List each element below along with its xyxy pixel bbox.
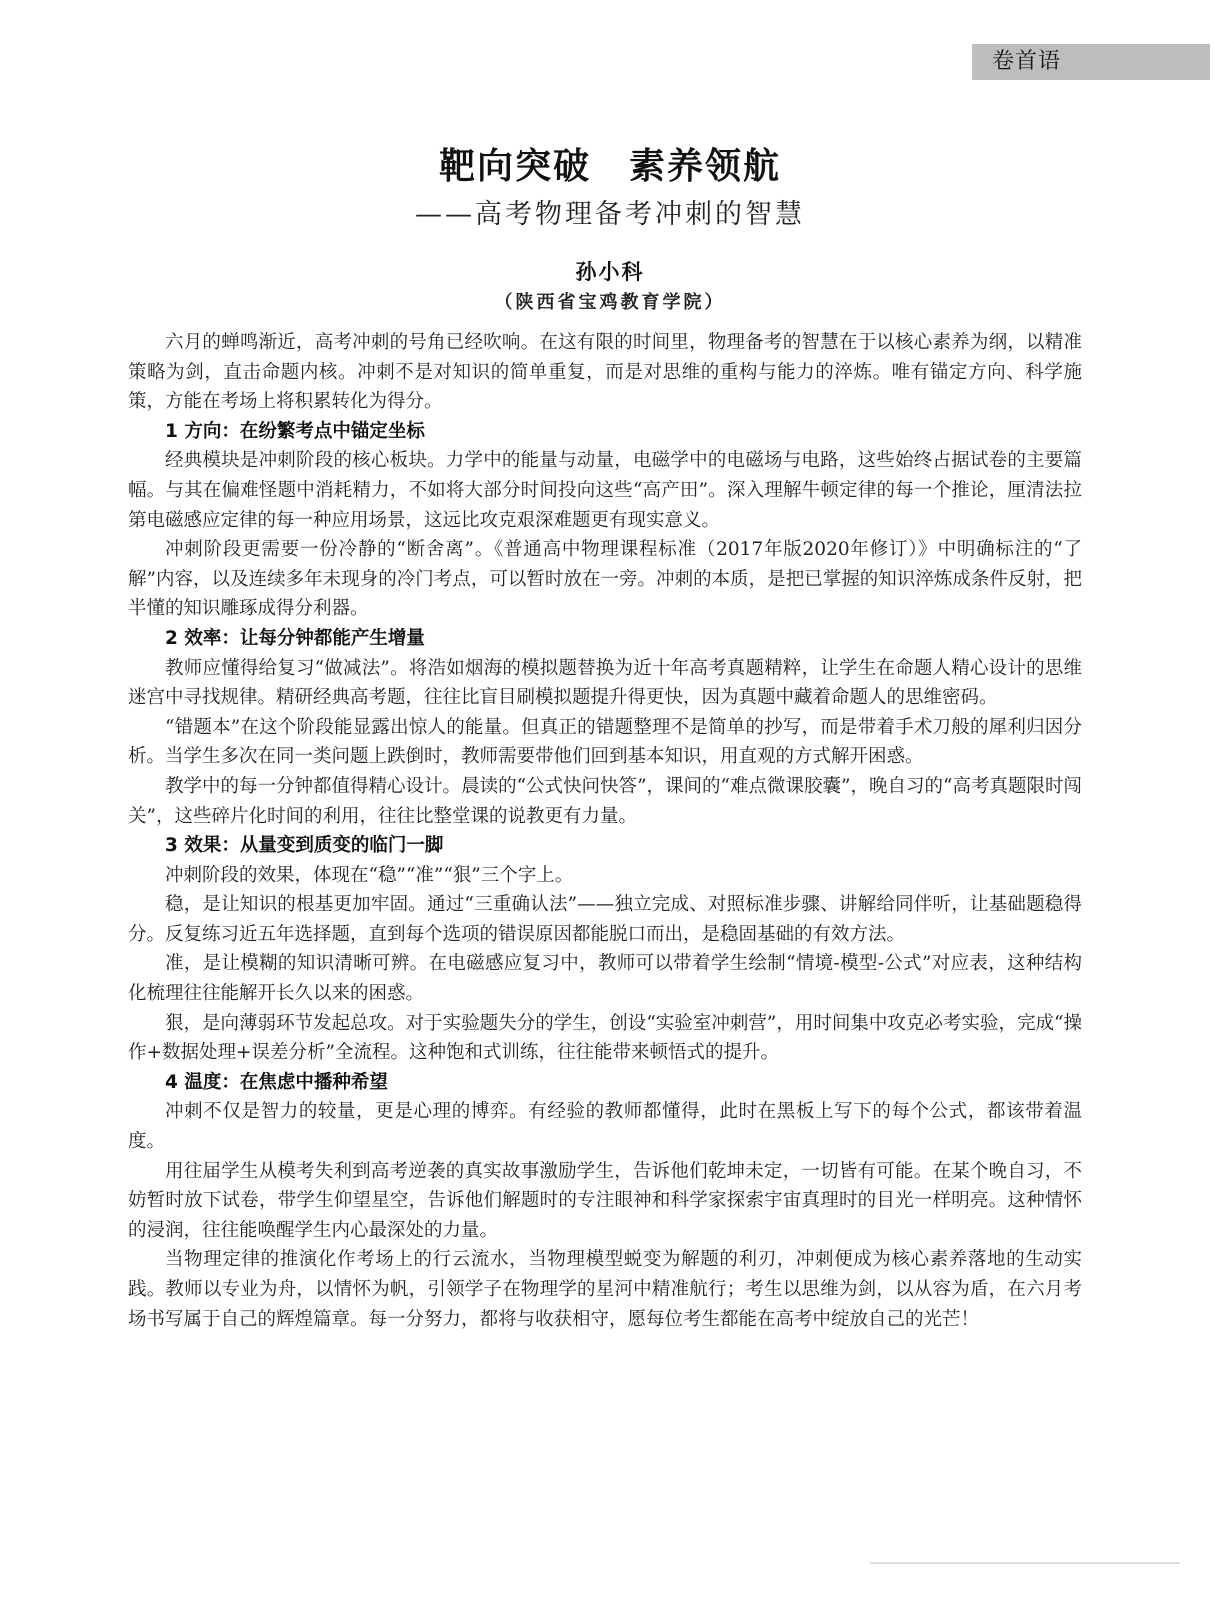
section-heading: 4 温度：在焦虑中播种希望 bbox=[165, 1071, 388, 1093]
footer-divider bbox=[870, 1562, 1180, 1564]
body-paragraph: 经典模块是冲刺阶段的核心板块。力学中的能量与动量，电磁学中的电磁场与电路，这些始终占据试卷的主要篇幅。与其在偏难怪题中消耗精力，不如将大部分时间投向这些“高产田”。深入理解牛顿定律的每一个推论，厘清法拉第电磁感应定律的每一种应用场景，这远比攻克艰深难题更有现实意义。 bbox=[128, 450, 1082, 531]
section-heading: 1 方向：在纷繁考点中锚定坐标 bbox=[165, 420, 425, 442]
body-paragraph: 冲刺阶段更需要一份冷静的“断舍离”。《普通高中物理课程标准（2017年版2020年修订）》中明确标注的“了解”内容，以及连续多年未现身的冷门考点，可以暂时放在一旁。冲刺的本质，是把已掌握的知识淬炼成条件反射，把半懂的知识雕琢成得分利器。 bbox=[128, 539, 1082, 620]
author-name: 孙小科 bbox=[575, 259, 645, 284]
body-paragraph: 当物理定律的推演化作考场上的行云流水，当物理模型蜕变为解题的利刃，冲刺便成为核心素养落地的生动实践。教师以专业为舟，以情怀为帆，引领学子在物理学的星河中精准航行；考生以思维为剑，以从容为盾，在六月考场书写属于自己的辉煌篇章。每一分努力，都将与收获相守，愿每位考生都能在高考中绽放自己的光芒！ bbox=[128, 1249, 1082, 1330]
article-body bbox=[128, 328, 1082, 1334]
body-paragraph: 用往届学生从模考失利到高考逆袭的真实故事激励学生，告诉他们乾坤未定，一切皆有可能。在某个晚自习，不妨暂时放下试卷，带学生仰望星空，告诉他们解题时的专注眼神和科学家探索宇宙真理时的目光一样明亮。这种情怀的浸润，往往能唤醒学生内心最深处的力量。 bbox=[128, 1160, 1082, 1241]
author-affiliation: （陕西省宝鸡教育学院） bbox=[494, 292, 726, 313]
body-paragraph: 教师应懂得给复习“做减法”。将浩如烟海的模拟题替换为近十年高考真题精粹，让学生在命题人精心设计的思维迷宫中寻找规律。精研经典高考题，往往比盲目刷模拟题提升得更快，因为真题中藏着命题人的思维密码。 bbox=[128, 657, 1082, 709]
article-subtitle: ——高考物理备考冲刺的智慧 bbox=[415, 199, 805, 230]
section-heading: 3 效果：从量变到质变的临门一脚 bbox=[165, 835, 444, 857]
body-paragraph: 狠，是向薄弱环节发起总攻。对于实验题失分的学生，创设“实验室冲刺营”，用时间集中攻克必考实验，完成“操作+数据处理+误差分析”全流程。这种饱和式训练，往往能带来顿悟式的提升。 bbox=[128, 1012, 1082, 1064]
body-paragraph: 准，是让模糊的知识清晰可辨。在电磁感应复习中，教师可以带着学生绘制“情境-模型-公式”对应表，这种结构化梳理往往能解开长久以来的困惑。 bbox=[128, 953, 1082, 1005]
body-paragraph: 教学中的每一分钟都值得精心设计。晨读的“公式快问快答”，课间的“难点微课胶囊”，晚自习的“高考真题限时闯关”，这些碎片化时间的利用，往往比整堂课的说教更有力量。 bbox=[128, 775, 1082, 827]
body-paragraph: 冲刺阶段的效果，体现在“稳”“准”“狠”三个字上。 bbox=[165, 864, 574, 886]
body-paragraph: “错题本”在这个阶段能显露出惊人的能量。但真正的错题整理不是简单的抄写，而是带着手术刀般的犀利归因分析。当学生多次在同一类问题上跌倒时，教师需要带他们回到基本知识，用直观的方式解开困惑。 bbox=[128, 716, 1082, 768]
section-heading: 2 效率：让每分钟都能产生增量 bbox=[165, 627, 425, 649]
body-paragraph: 稳，是让知识的根基更加牢固。通过“三重确认法”——独立完成、对照标准步骤、讲解给同伴听，让基础题稳得分。反复练习近五年选择题，直到每个选项的错误原因都能脱口而出，是稳固基础的有效方法。 bbox=[128, 894, 1082, 945]
body-paragraph: 冲刺不仅是智力的较量，更是心理的博弈。有经验的教师都懂得，此时在黑板上写下的每个公式，都该带着温度。 bbox=[128, 1101, 1082, 1153]
intro-paragraph: 六月的蝉鸣渐近，高考冲刺的号角已经吹响。在这有限的时间里，物理备考的智慧在于以核心素养为纲，以精准策略为剑，直击命题内核。冲刺不是对知识的简单重复，而是对思维的重构与能力的淬炼。唯有锚定方向、科学施策，方能在考场上将积累转化为得分。 bbox=[128, 332, 1082, 413]
article-title: 靶向突破 素养领航 bbox=[438, 146, 781, 187]
column-label-tab: 卷首语 bbox=[972, 44, 1210, 80]
